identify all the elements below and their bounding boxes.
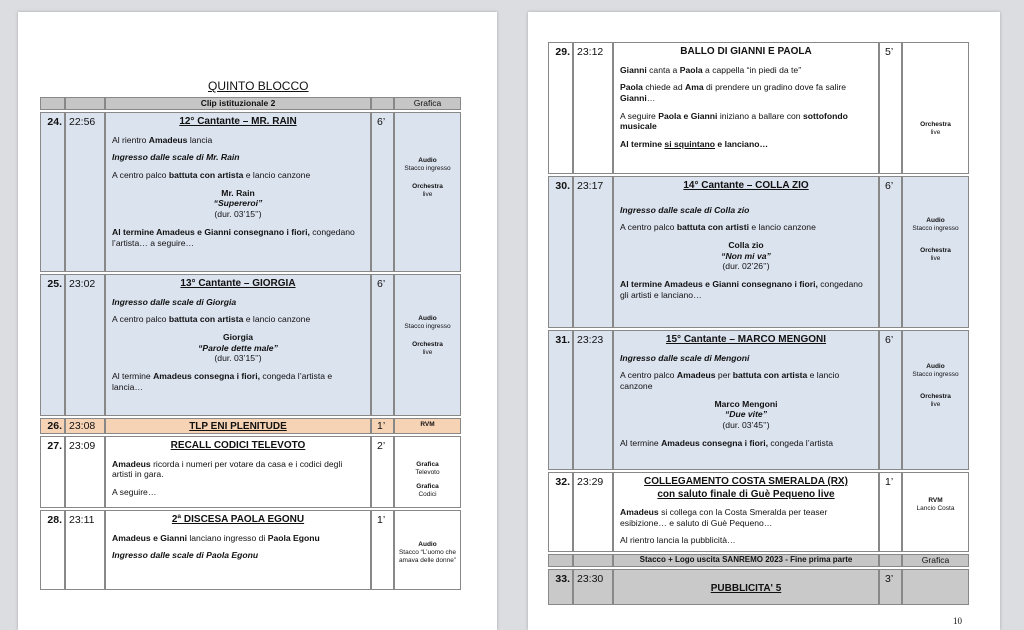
row-time: 22:56	[65, 112, 105, 272]
row-title: TLP ENI PLENITUDE	[189, 421, 287, 432]
row-notes	[902, 176, 969, 328]
row-body	[105, 436, 371, 508]
text: battuta con artista	[168, 169, 244, 180]
left-page	[18, 12, 497, 630]
row-number: 30.	[548, 176, 573, 328]
row-time: 23:29	[573, 472, 613, 552]
stacco-label: Stacco + Logo uscita SANREMO 2023 - Fine prima parte	[613, 554, 879, 567]
text: congedano gli artisti e lanciano…	[620, 279, 863, 300]
text: …	[646, 92, 656, 103]
song-block	[112, 188, 364, 220]
note-heading: Orchestra	[412, 341, 443, 349]
text: Gianni	[620, 92, 647, 103]
text: ricorda i numeri per votare da casa e i codici degli artisti in gara.	[112, 458, 343, 480]
row-time: 23:11	[65, 510, 105, 590]
artist: Marco Mengoni	[714, 398, 778, 409]
text: di prendere un gradino dove fa salire	[703, 82, 846, 93]
note-text: Stacco ingresso	[912, 371, 959, 379]
text: Al termine Amadeus e Gianni consegnano i fiori,	[112, 226, 310, 237]
row-body	[613, 42, 879, 174]
text: si squintano	[664, 139, 716, 150]
entrance-text: Ingresso dalle scale di Mengoni	[620, 352, 750, 363]
table-row[interactable]	[40, 418, 461, 434]
text: per	[715, 370, 733, 381]
row-notes	[902, 42, 969, 174]
row-title: 13° Cantante – GIORGIA	[180, 278, 296, 289]
row-title: 15° Cantante – MARCO MENGONI	[665, 334, 827, 345]
note-text: Stacco ingresso	[404, 323, 451, 331]
song-duration: (dur. 02’26’’)	[722, 261, 770, 272]
table-row[interactable]	[40, 510, 461, 590]
table-row[interactable]	[548, 569, 969, 605]
row-body	[105, 510, 371, 590]
header-note: Grafica	[394, 97, 461, 110]
text: congedano l’artista… a seguire…	[112, 226, 355, 248]
header-label: Clip istituzionale 2	[105, 97, 371, 110]
text: si collega con la Costa Smeralda per teaser esibizione… e saluto di Guè Pequeno…	[620, 507, 828, 528]
text: Al termine	[112, 371, 154, 382]
note-text: Codici	[418, 491, 437, 499]
text: Paola e Gianni	[658, 110, 718, 121]
row-notes	[394, 436, 461, 508]
note-heading: Audio	[418, 315, 437, 322]
text: a cappella “in piedi da te”	[702, 64, 802, 75]
text: Amadeus	[112, 458, 151, 469]
song-block	[620, 399, 872, 431]
stacco-row	[548, 554, 969, 567]
note-text: Lancio Costa	[916, 505, 955, 513]
header-row	[40, 97, 461, 110]
note-heading: Orchestra	[412, 183, 443, 191]
text: A seguire…	[112, 486, 157, 497]
text: Al termine Amadeus e Gianni consegnano i fiori,	[620, 279, 818, 290]
note-text: Stacco ingresso	[912, 225, 959, 233]
text: A centro palco	[112, 314, 169, 325]
text: lancia	[187, 134, 213, 145]
table-row[interactable]	[548, 42, 969, 174]
text: Amadeus consegna i fiori,	[661, 437, 769, 448]
song-duration: (dur. 03’15’’)	[214, 209, 262, 220]
text: Amadeus	[620, 507, 659, 517]
note-heading: Grafica	[416, 483, 439, 491]
entrance-text: Ingresso dalle scale di Paola Egonu	[112, 550, 259, 561]
text: A centro palco	[620, 370, 677, 381]
text: sottofondo musicale	[620, 110, 848, 132]
text: Amadeus	[148, 134, 188, 145]
row-notes	[394, 510, 461, 590]
row-body	[613, 569, 879, 605]
text: Amadeus consegna i fiori,	[153, 371, 261, 382]
text: congeda l’artista e lancia…	[112, 371, 333, 392]
row-duration: 5’	[879, 42, 902, 174]
text: A centro palco	[112, 169, 169, 180]
row-time: 23:02	[65, 274, 105, 416]
row-number: 32.	[548, 472, 573, 552]
text: Al rientro	[112, 134, 149, 145]
row-number: 24.	[40, 112, 65, 272]
text: Al rientro lancia la pubblicità…	[620, 535, 736, 546]
row-number: 26.	[40, 418, 65, 434]
text: e lancio canzone	[243, 169, 311, 180]
note-heading: Orchestra	[920, 393, 951, 401]
row-notes	[394, 418, 461, 434]
note-text: Stacco “L’uomo che amava delle donne”	[398, 549, 457, 565]
row-duration: 1’	[879, 472, 902, 552]
row-title: RECALL CODICI TELEVOTO	[170, 440, 306, 451]
row-title: 12° Cantante – MR. RAIN	[179, 116, 297, 127]
text: chiede ad	[642, 82, 685, 93]
note-heading: Orchestra	[920, 121, 951, 128]
table-row[interactable]	[548, 472, 969, 552]
note-text: live	[422, 191, 433, 199]
table-row[interactable]	[548, 176, 969, 328]
text: battuta con artisti	[676, 222, 749, 233]
row-subtitle: con saluto finale di Guè Pequeno live	[657, 488, 835, 500]
text: Ama	[684, 82, 704, 93]
row-number: 27.	[40, 436, 65, 508]
row-time: 23:23	[573, 330, 613, 470]
text: iniziano a ballare con	[717, 110, 803, 121]
note-text: live	[930, 401, 941, 409]
song-block	[620, 240, 872, 272]
table-row[interactable]	[40, 436, 461, 508]
row-notes	[902, 330, 969, 470]
note-text: live	[930, 129, 941, 137]
text: Paola	[620, 82, 643, 93]
row-time: 23:12	[573, 42, 613, 174]
row-notes	[394, 274, 461, 416]
row-title: BALLO DI GIANNI E PAOLA	[680, 46, 812, 57]
row-duration: 1’	[371, 510, 394, 590]
row-time: 23:08	[65, 418, 105, 434]
text: canta a	[646, 64, 680, 75]
block-title: QUINTO BLOCCO	[208, 79, 309, 93]
row-number: 31.	[548, 330, 573, 470]
text: congeda l’artista	[768, 437, 834, 448]
row-body	[613, 176, 879, 328]
note-heading: Audio	[926, 217, 945, 224]
row-time: 23:09	[65, 436, 105, 508]
note-heading: Audio	[418, 541, 437, 548]
note-text: Televoto	[415, 469, 440, 477]
row-number: 28.	[40, 510, 65, 590]
text: Al termine	[620, 139, 665, 150]
table-row[interactable]	[40, 274, 461, 416]
page-number: 10	[953, 616, 962, 626]
row-title: COLLEGAMENTO COSTA SMERALDA (RX)	[644, 476, 848, 487]
stacco-note: Grafica	[902, 554, 969, 567]
row-duration: 1’	[371, 418, 394, 434]
text: A centro palco	[620, 222, 677, 233]
note-text: Stacco ingresso	[404, 165, 451, 173]
song-title: “Parole dette male”	[198, 342, 278, 353]
song-block	[112, 332, 364, 364]
text: battuta con artista	[732, 370, 808, 381]
row-body	[105, 418, 371, 434]
row-duration: 6’	[371, 274, 394, 416]
note-heading: Audio	[926, 363, 945, 370]
note-text: live	[930, 255, 941, 263]
text: e lancio canzone	[620, 370, 840, 391]
note-heading: Orchestra	[920, 247, 951, 255]
note-heading: Audio	[418, 157, 437, 164]
text: Al termine	[620, 437, 662, 448]
note-text: live	[422, 349, 433, 357]
row-time: 23:17	[573, 176, 613, 328]
text: e lanciano…	[715, 139, 769, 150]
row-duration: 3’	[879, 569, 902, 605]
row-title: 14° Cantante – COLLA ZIO	[683, 180, 809, 191]
row-duration: 6’	[371, 112, 394, 272]
song-title: “Non mi va”	[721, 250, 771, 261]
row-notes	[394, 112, 461, 272]
row-number: 33.	[548, 569, 573, 605]
text: Amadeus	[676, 370, 716, 381]
text: Paola Egonu	[267, 532, 320, 543]
row-number: 25.	[40, 274, 65, 416]
row-notes	[902, 569, 969, 605]
row-number: 29.	[548, 42, 573, 174]
text: Paola	[679, 64, 703, 75]
text: e lancio canzone	[748, 222, 816, 233]
row-duration: 2’	[371, 436, 394, 508]
row-body	[105, 274, 371, 416]
text: Amadeus e Gianni	[112, 532, 187, 543]
note-heading: RVM	[420, 421, 435, 428]
text: Gianni	[620, 64, 647, 75]
note-heading: Grafica	[416, 461, 439, 468]
row-body	[613, 330, 879, 470]
row-duration: 6’	[879, 330, 902, 470]
song-duration: (dur. 03’45’’)	[722, 420, 770, 431]
note-heading: RVM	[928, 497, 943, 504]
right-page	[528, 12, 1000, 630]
row-title: PUBBLICITA' 5	[710, 583, 782, 594]
song-duration: (dur. 03’15’’)	[214, 353, 262, 364]
row-duration: 6’	[879, 176, 902, 328]
text: e lancio canzone	[243, 314, 311, 325]
artist: Mr. Rain	[221, 187, 255, 198]
row-time: 23:30	[573, 569, 613, 605]
text: lanciano ingresso di	[186, 532, 268, 543]
song-title: “Supereroi”	[213, 198, 263, 209]
entrance-text: Ingresso dalle scale di Mr. Rain	[112, 152, 240, 163]
artist: Colla zio	[728, 239, 764, 250]
song-title: “Due vite”	[724, 409, 768, 420]
row-notes	[902, 472, 969, 552]
entrance-text: Ingresso dalle scale di Giorgia	[112, 296, 237, 307]
artist: Giorgia	[222, 331, 254, 342]
row-body	[105, 112, 371, 272]
row-title: 2ª DISCESA PAOLA EGONU	[171, 514, 305, 525]
table-row[interactable]	[40, 112, 461, 272]
entrance-text: Ingresso dalle scale di Colla zio	[620, 204, 750, 215]
text: battuta con artista	[168, 314, 244, 325]
row-body	[613, 472, 879, 552]
table-row[interactable]	[548, 330, 969, 470]
text: A seguire	[620, 110, 659, 121]
